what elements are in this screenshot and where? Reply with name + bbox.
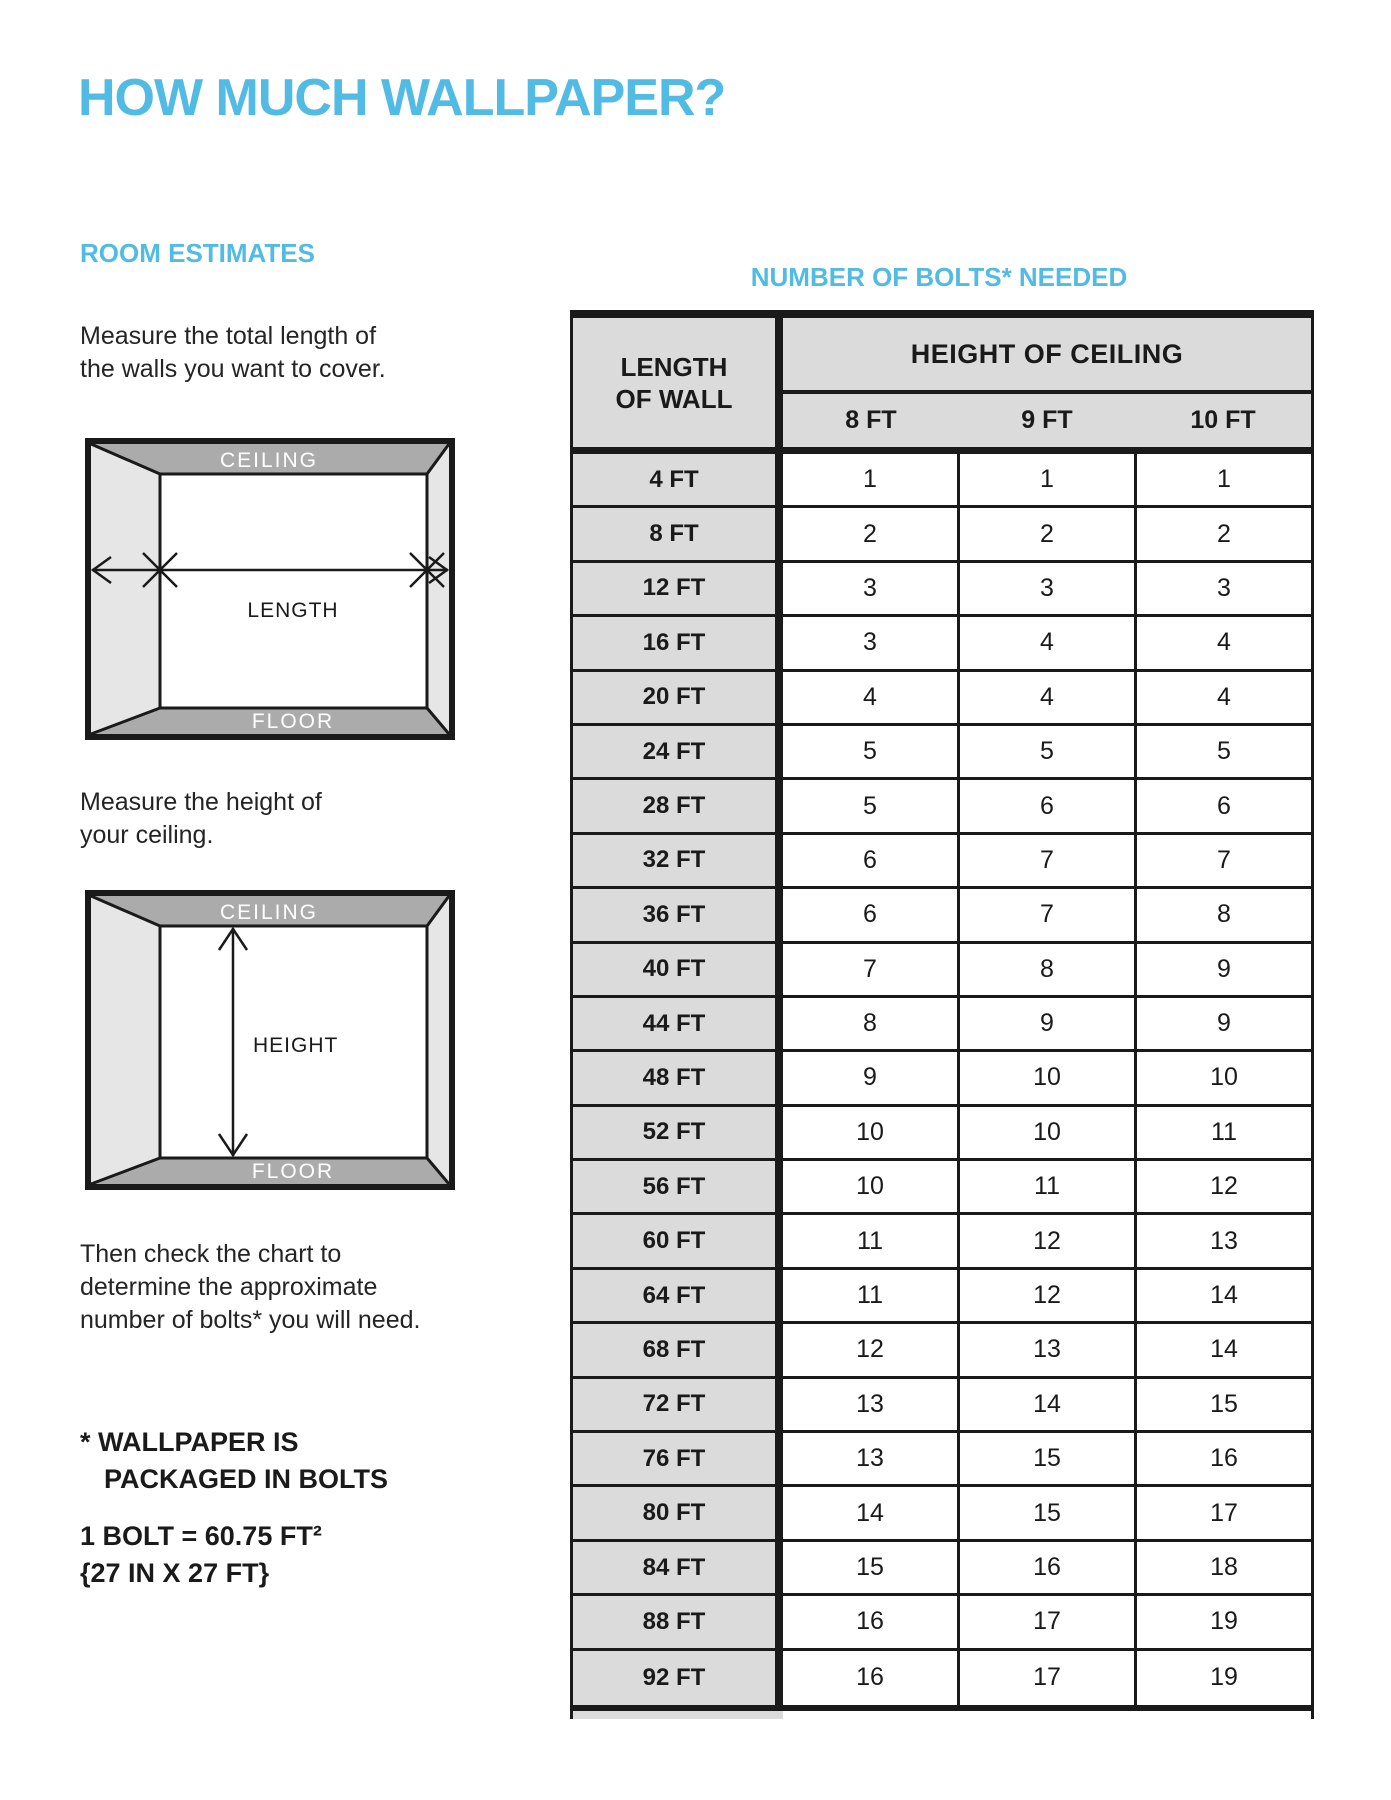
bolts-footnote-line1: * WALLPAPER IS	[80, 1427, 299, 1457]
bolt-count-cell: 15	[1134, 1379, 1311, 1430]
table-row	[573, 563, 1311, 617]
bolt-count-cell: 13	[783, 1433, 957, 1484]
bolt-count-cell: 12	[957, 1215, 1134, 1266]
table-row	[573, 998, 1311, 1052]
instruction-length	[80, 320, 386, 386]
table-row	[573, 1215, 1311, 1269]
bolt-count-cell: 10	[957, 1107, 1134, 1158]
bolt-count-cell: 14	[1134, 1270, 1311, 1321]
wall-length-cell: 4 FT	[573, 454, 783, 505]
bolt-count-cell: 11	[957, 1161, 1134, 1212]
page-title: HOW MUCH WALLPAPER?	[78, 69, 726, 127]
instruction-length-line1: Measure the total length of	[80, 322, 377, 350]
wall-length-cell: 36 FT	[573, 889, 783, 940]
bolt-count-cell: 14	[1134, 1324, 1311, 1375]
instruction-length-line2: the walls you want to cover.	[80, 355, 386, 383]
table-row	[573, 454, 1311, 508]
col-header-8ft: 8 FT	[845, 406, 897, 434]
table-row	[573, 1052, 1311, 1106]
wall-length-cell: 68 FT	[573, 1324, 783, 1375]
length-of-wall-line1: LENGTH	[620, 351, 728, 382]
table-row	[573, 944, 1311, 998]
wall-length-cell: 24 FT	[573, 726, 783, 777]
ceiling-height-header-group	[783, 318, 1311, 447]
bolts-table-body	[573, 454, 1311, 1705]
bolt-count-cell: 8	[783, 998, 957, 1049]
room-estimates-heading: ROOM ESTIMATES	[80, 238, 315, 268]
bolt-count-cell: 17	[957, 1596, 1134, 1647]
bolt-count-cell: 5	[957, 726, 1134, 777]
bolt-count-cell: 5	[1134, 726, 1311, 777]
bolt-count-cell: 14	[783, 1487, 957, 1538]
bolt-count-cell: 9	[957, 998, 1134, 1049]
instruction-height-line2: your ceiling.	[80, 821, 214, 849]
table-row	[573, 672, 1311, 726]
bolt-count-cell: 7	[957, 889, 1134, 940]
wall-length-cell: 32 FT	[573, 835, 783, 886]
bolt-count-cell: 5	[783, 780, 957, 831]
instruction-height	[80, 786, 322, 852]
bolt-count-cell: 2	[783, 508, 957, 559]
bolt-count-cell: 15	[957, 1433, 1134, 1484]
wall-length-cell: 16 FT	[573, 617, 783, 668]
bolt-count-cell: 3	[1134, 563, 1311, 614]
bolt-count-cell: 12	[783, 1324, 957, 1375]
wall-length-cell: 20 FT	[573, 672, 783, 723]
bolt-count-cell: 7	[783, 944, 957, 995]
bolt-count-cell: 15	[957, 1487, 1134, 1538]
col-header-10ft: 10 FT	[1190, 406, 1256, 434]
wall-length-cell: 40 FT	[573, 944, 783, 995]
floor-label: FLOOR	[251, 1160, 335, 1183]
bolt-count-cell: 11	[783, 1215, 957, 1266]
bolt-count-cell: 3	[783, 563, 957, 614]
bolt-count-cell: 10	[957, 1052, 1134, 1103]
label-column-overhang	[573, 1711, 783, 1719]
bolts-footnote-line2: PACKAGED IN BOLTS	[104, 1464, 389, 1494]
bolt-count-cell: 6	[783, 889, 957, 940]
left-wall	[91, 896, 160, 1184]
bolt-count-cell: 2	[957, 508, 1134, 559]
wall-length-cell: 52 FT	[573, 1107, 783, 1158]
ceiling-label: CEILING	[219, 449, 319, 472]
bolt-count-cell: 4	[783, 672, 957, 723]
bolt-count-cell: 6	[783, 835, 957, 886]
bolt-count-cell: 17	[957, 1651, 1134, 1705]
table-row	[573, 1651, 1311, 1705]
table-row	[573, 1270, 1311, 1324]
right-wall	[427, 896, 449, 1184]
table-row	[573, 1107, 1311, 1161]
room-length-diagram	[85, 438, 455, 740]
height-label: HEIGHT	[253, 1034, 339, 1057]
table-row	[573, 508, 1311, 562]
bolt-count-cell: 8	[1134, 889, 1311, 940]
wall-length-cell: 60 FT	[573, 1215, 783, 1266]
left-wall	[91, 444, 160, 734]
table-row	[573, 780, 1311, 834]
bolt-count-cell: 9	[1134, 998, 1311, 1049]
table-row	[573, 1379, 1311, 1433]
col-header-9ft: 9 FT	[1021, 406, 1073, 434]
bolt-count-cell: 16	[783, 1651, 957, 1705]
instruction-chart-line3: number of bolts* you will need.	[80, 1306, 421, 1334]
instruction-height-line1: Measure the height of	[80, 788, 322, 816]
table-row	[573, 1487, 1311, 1541]
bolt-count-cell: 1	[1134, 454, 1311, 505]
height-of-ceiling-header: HEIGHT OF CEILING	[783, 318, 1311, 390]
wall-length-cell: 48 FT	[573, 1052, 783, 1103]
wall-length-cell: 76 FT	[573, 1433, 783, 1484]
bolt-count-cell: 10	[783, 1107, 957, 1158]
wall-length-cell: 72 FT	[573, 1379, 783, 1430]
ceiling-label: CEILING	[219, 901, 319, 924]
bolt-size-line2: {27 IN X 27 FT}	[80, 1558, 270, 1588]
back-wall	[160, 474, 427, 708]
bolt-size-line1: 1 BOLT = 60.75 FT²	[80, 1521, 322, 1551]
floor-label: FLOOR	[251, 710, 335, 733]
bolt-count-cell: 5	[783, 726, 957, 777]
bolt-count-cell: 16	[957, 1542, 1134, 1593]
bolt-count-cell: 12	[1134, 1161, 1311, 1212]
bolt-count-cell: 13	[783, 1379, 957, 1430]
wall-length-cell: 92 FT	[573, 1651, 783, 1705]
bolt-count-cell: 9	[783, 1052, 957, 1103]
bolt-count-cell: 18	[1134, 1542, 1311, 1593]
bolt-count-cell: 10	[1134, 1052, 1311, 1103]
bolt-count-cell: 14	[957, 1379, 1134, 1430]
bolt-count-cell: 6	[1134, 780, 1311, 831]
bolt-count-cell: 2	[1134, 508, 1311, 559]
bolt-count-cell: 6	[957, 780, 1134, 831]
bolt-count-cell: 10	[783, 1161, 957, 1212]
bolt-count-cell: 13	[957, 1324, 1134, 1375]
table-row	[573, 726, 1311, 780]
length-of-wall-line2: OF WALL	[615, 383, 733, 414]
bolt-count-cell: 1	[783, 454, 957, 505]
table-row	[573, 617, 1311, 671]
bolt-count-cell: 4	[957, 672, 1134, 723]
bolt-count-cell: 16	[783, 1596, 957, 1647]
table-row	[573, 1161, 1311, 1215]
bolts-table	[570, 310, 1314, 1719]
header-bottom-border	[573, 447, 1311, 454]
wall-length-cell: 56 FT	[573, 1161, 783, 1212]
room-height-diagram	[85, 890, 455, 1190]
table-row	[573, 1542, 1311, 1596]
bolt-count-cell: 9	[1134, 944, 1311, 995]
bolts-footnote	[80, 1424, 388, 1498]
bolt-count-cell: 13	[1134, 1215, 1311, 1266]
right-wall	[427, 444, 449, 734]
bolt-count-cell: 19	[1134, 1651, 1311, 1705]
bolt-count-cell: 7	[957, 835, 1134, 886]
bolt-count-cell: 4	[957, 617, 1134, 668]
length-label: LENGTH	[247, 599, 339, 622]
table-row	[573, 835, 1311, 889]
bolt-count-cell: 3	[783, 617, 957, 668]
bolt-count-cell: 19	[1134, 1596, 1311, 1647]
bolt-count-cell: 11	[1134, 1107, 1311, 1158]
bolt-count-cell: 4	[1134, 617, 1311, 668]
bolt-count-cell: 4	[1134, 672, 1311, 723]
ceiling-height-columns	[783, 394, 1311, 447]
bolt-count-cell: 17	[1134, 1487, 1311, 1538]
wall-length-cell: 44 FT	[573, 998, 783, 1049]
bolt-count-cell: 3	[957, 563, 1134, 614]
wall-length-cell: 64 FT	[573, 1270, 783, 1321]
bolt-count-cell: 8	[957, 944, 1134, 995]
bolts-needed-heading: NUMBER OF BOLTS* NEEDED	[750, 262, 1128, 292]
wall-length-cell: 12 FT	[573, 563, 783, 614]
bolt-count-cell: 16	[1134, 1433, 1311, 1484]
instruction-chart-line1: Then check the chart to	[80, 1240, 342, 1268]
wall-length-cell: 88 FT	[573, 1596, 783, 1647]
wall-length-cell: 28 FT	[573, 780, 783, 831]
table-row	[573, 1324, 1311, 1378]
wall-length-cell: 80 FT	[573, 1487, 783, 1538]
bolt-count-cell: 11	[783, 1270, 957, 1321]
wall-length-cell: 8 FT	[573, 508, 783, 559]
bolt-count-cell: 7	[1134, 835, 1311, 886]
bolt-count-cell: 12	[957, 1270, 1134, 1321]
table-row	[573, 1433, 1311, 1487]
instruction-chart-line2: determine the approximate	[80, 1273, 378, 1301]
bolts-table-header	[573, 318, 1311, 447]
bolt-size-info	[80, 1518, 322, 1592]
table-row	[573, 1596, 1311, 1650]
length-of-wall-header	[573, 318, 783, 447]
instruction-chart	[80, 1238, 420, 1337]
wall-length-cell: 84 FT	[573, 1542, 783, 1593]
table-row	[573, 889, 1311, 943]
bolt-count-cell: 1	[957, 454, 1134, 505]
bolt-count-cell: 15	[783, 1542, 957, 1593]
